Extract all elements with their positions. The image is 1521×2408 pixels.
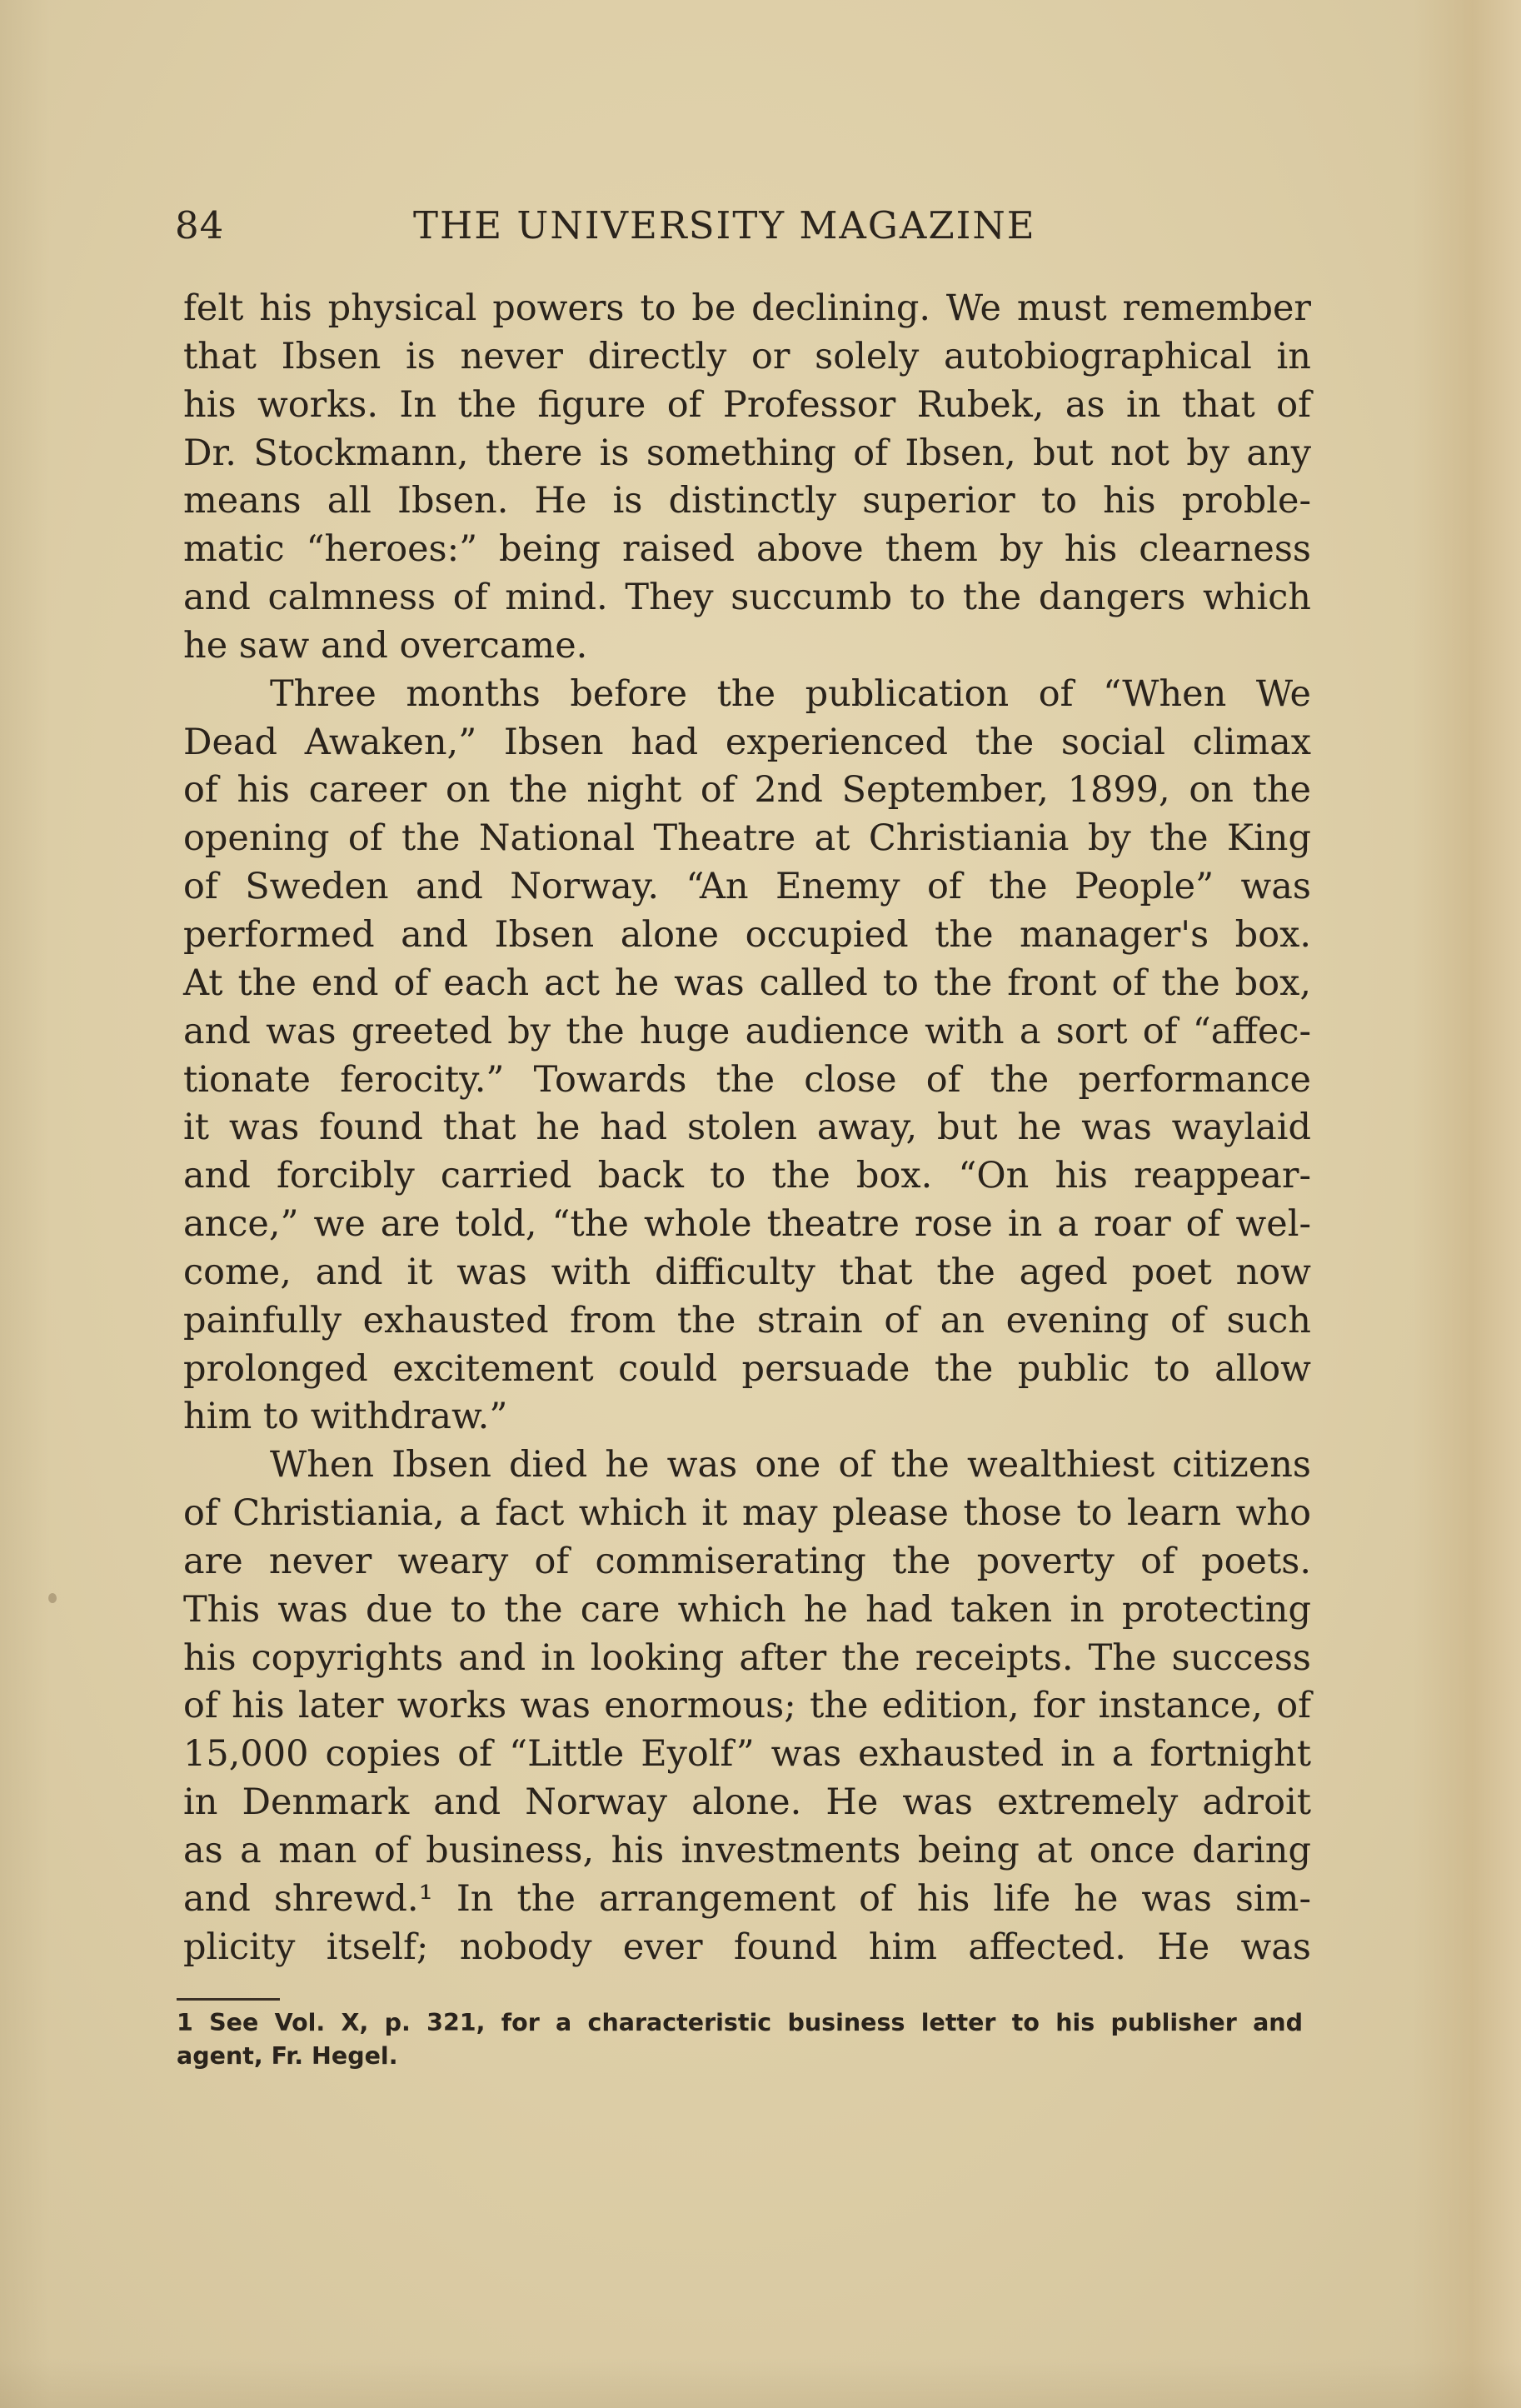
text-line: Dr. Stockmann, there is something of Ibsen, but not by any xyxy=(183,432,1311,474)
text-line: painfully exhausted from the strain of an evening of such xyxy=(183,1299,1311,1341)
text-line: that Ibsen is never directly or solely autobiographical in xyxy=(183,335,1311,377)
footnote-rule xyxy=(177,1998,280,2001)
text-line: performed and Ibsen alone occupied the manager's box. xyxy=(183,913,1311,956)
text-line: his works. In the figure of Professor Rubek, as in that of xyxy=(183,383,1311,426)
page-number: 84 xyxy=(175,203,225,247)
text-line: it was found that he had stolen away, but he was waylaid xyxy=(183,1107,1311,1149)
text-line: and calmness of mind. They succumb to the dangers which xyxy=(183,577,1311,619)
left-page-shadow xyxy=(0,0,50,2408)
text-line: prolonged excitement could persuade the public to allow xyxy=(183,1347,1311,1390)
main-text xyxy=(183,285,1311,1972)
right-page-edge xyxy=(1413,0,1521,2408)
text-line: When Ibsen died he was one of the wealthiest citizens xyxy=(270,1444,1311,1486)
text-line: plicity itself; nobody ever found him affected. He was xyxy=(183,1926,1311,1968)
text-line: as a man of business, his investments being at once daring xyxy=(183,1830,1311,1871)
text-line: ance,” we are told, “the whole theatre rose in a roar of wel- xyxy=(183,1203,1311,1246)
text-line: 15,000 copies of “Little Eyolf” was exhausted in a fortnight xyxy=(183,1733,1311,1776)
text-line: of Christiania, a fact which it may please those to learn who xyxy=(183,1492,1311,1535)
running-header xyxy=(175,203,1076,262)
footnote xyxy=(177,2006,1303,2073)
text-line: his copyrights and in looking after the receipts. The success xyxy=(183,1636,1311,1679)
paper-speck xyxy=(48,1593,57,1603)
text-line: come, and it was with difficulty that the aged poet now xyxy=(183,1251,1311,1293)
text-line: tionate ferocity.” Towards the close of the performance xyxy=(183,1058,1311,1101)
text-line: of his later works was enormous; the edition, for instance, of xyxy=(183,1685,1311,1727)
text-line: means all Ibsen. He is distinctly superior to his proble- xyxy=(183,480,1311,522)
text-line: At the end of each act he was called to the front of the box, xyxy=(183,962,1311,1004)
text-line: and forcibly carried back to the box. “On his reappear- xyxy=(183,1155,1311,1197)
text-line: Three months before the publication of “When We xyxy=(270,672,1311,715)
text-line: of his career on the night of 2nd September, 1899, on the xyxy=(183,769,1311,812)
text-line: matic “heroes:” being raised above them by his clearness xyxy=(183,528,1311,571)
text-line: him to withdraw.” xyxy=(183,1396,508,1438)
text-line: are never weary of commiserating the poverty of poets. xyxy=(183,1540,1311,1582)
bottom-page-shadow xyxy=(0,2358,1521,2408)
footnote-line: 1 See Vol. X, p. 321, for a characteristic business letter to his publisher and xyxy=(177,2009,1303,2036)
text-line: in Denmark and Norway alone. He was extremely adroit xyxy=(183,1781,1311,1824)
text-line: and shrewd.¹ In the arrangement of his life he was sim- xyxy=(183,1877,1311,1920)
footnote-line: agent, Fr. Hegel. xyxy=(177,2042,398,2070)
text-line: he saw and overcame. xyxy=(183,624,588,667)
running-title: THE UNIVERSITY MAGAZINE xyxy=(413,203,1036,247)
text-line: This was due to the care which he had taken in protecting xyxy=(183,1588,1311,1631)
text-line: felt his physical powers to be declining. We must remember xyxy=(183,287,1311,329)
text-line: opening of the National Theatre at Christiania by the King xyxy=(183,817,1311,860)
text-line: Dead Awaken,” Ibsen had experienced the social climax xyxy=(183,721,1311,763)
text-line: of Sweden and Norway. “An Enemy of the People” was xyxy=(183,866,1311,908)
text-line: and was greeted by the huge audience with a sort of “affec- xyxy=(183,1010,1311,1052)
